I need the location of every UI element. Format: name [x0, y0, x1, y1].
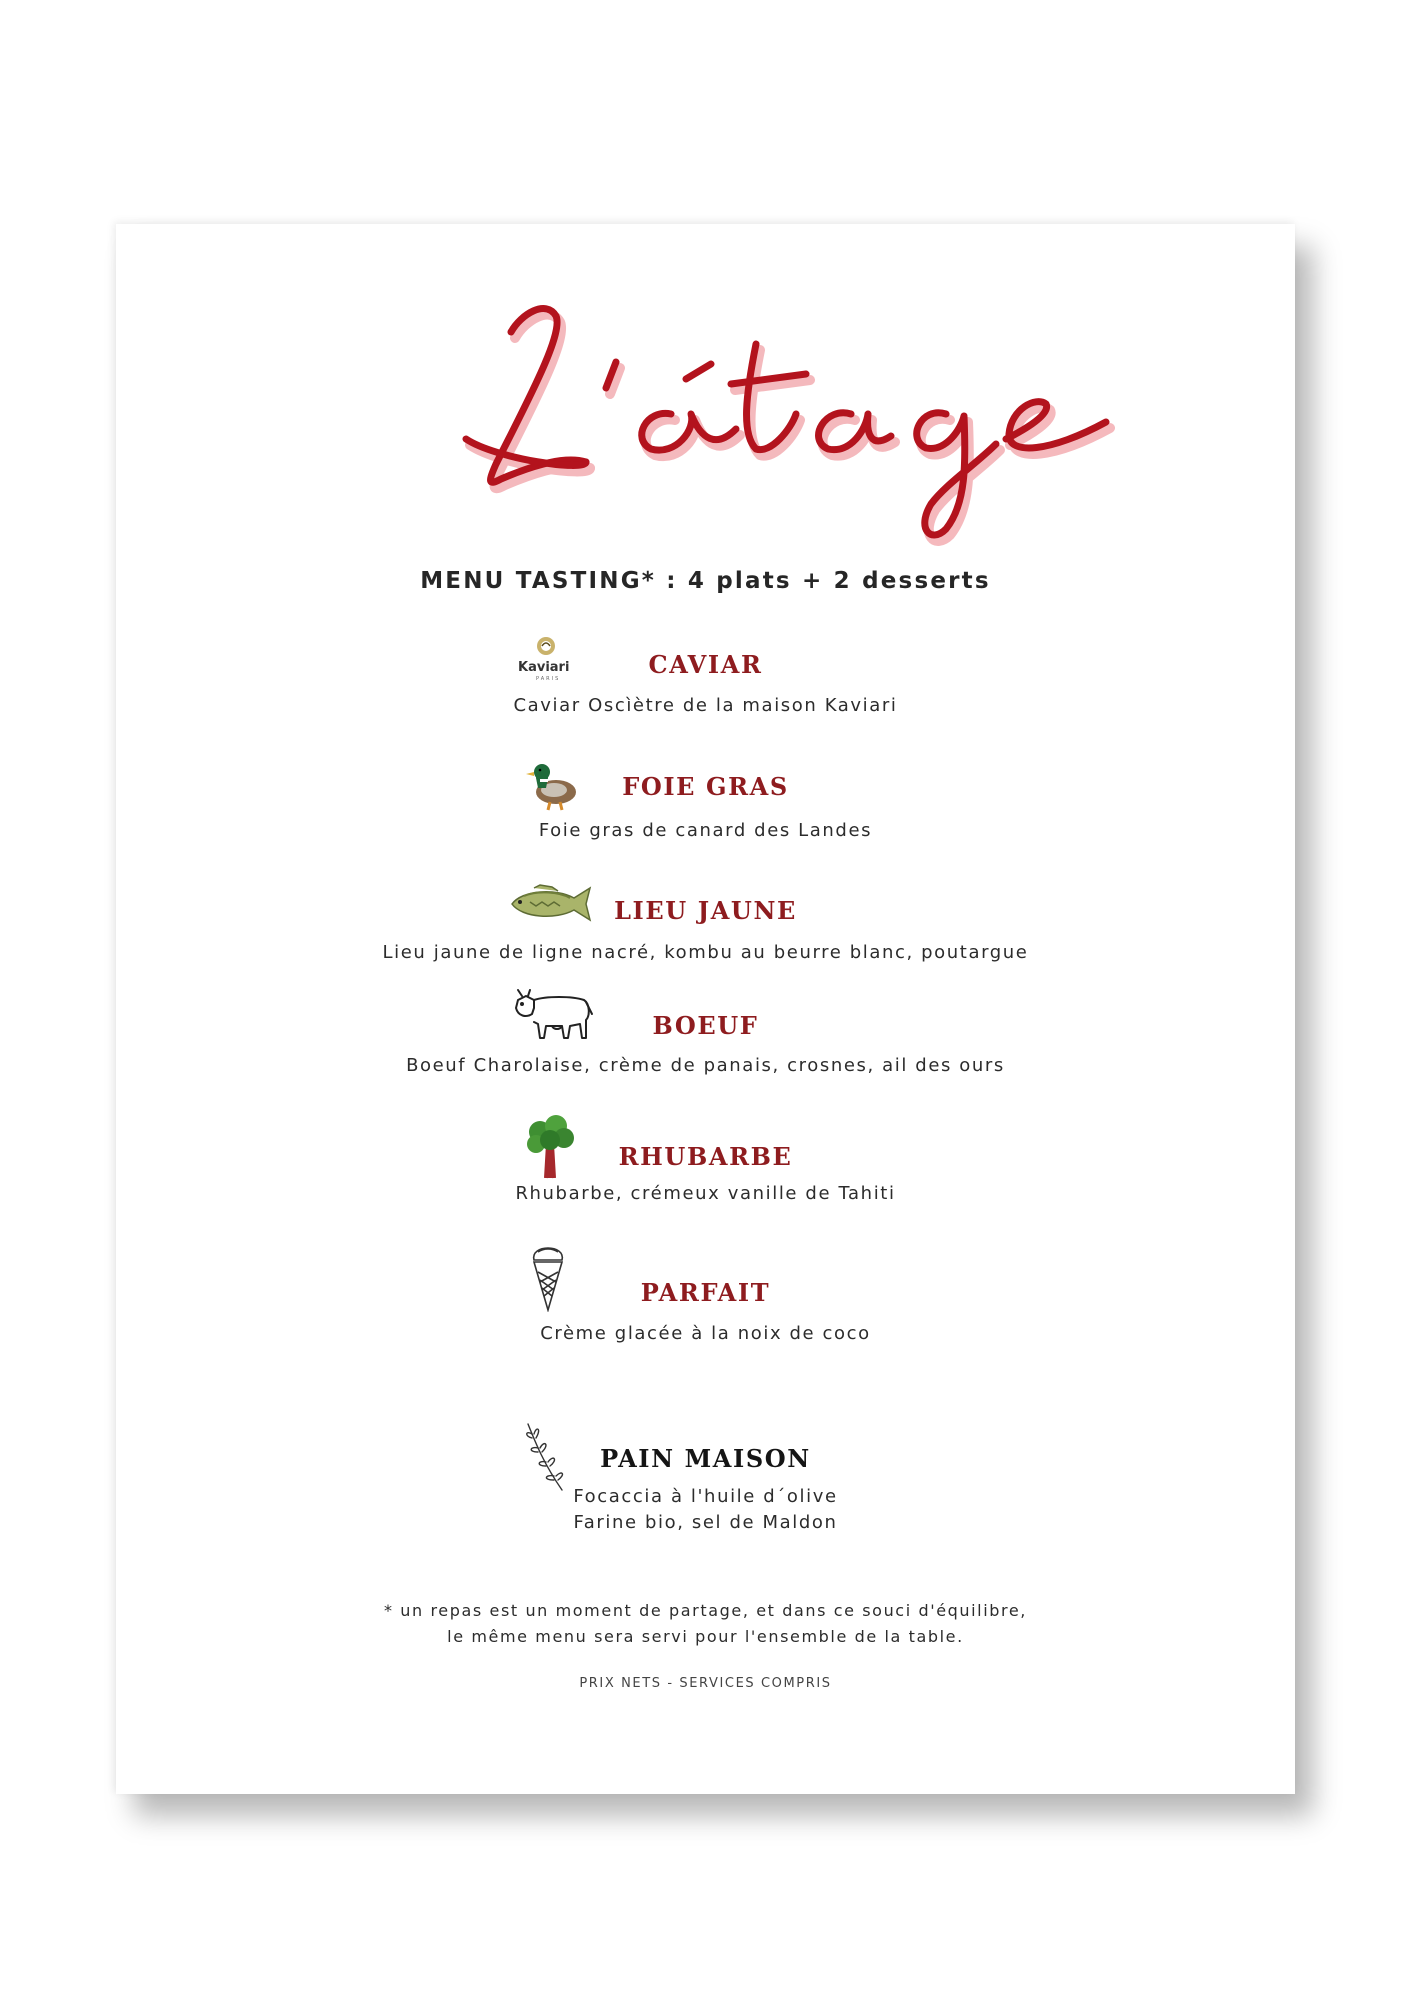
kaviari-logo-text: Kaviari: [518, 660, 570, 675]
brand-logo: [116, 224, 1295, 554]
bread-desc-line1: Focaccia à l'huile d´olive: [573, 1486, 838, 1507]
dish-title-rhubarbe: RHUBARBE: [618, 1142, 793, 1171]
bread-title: PAIN MAISON: [600, 1444, 811, 1473]
prices-note: PRIX NETS - SERVICES COMPRIS: [579, 1676, 832, 1691]
dish-desc-lieu-jaune: Lieu jaune de ligne nacré, kombu au beurre blanc, poutargue: [382, 942, 1029, 963]
kaviari-logo-sub: PARIS: [536, 676, 561, 682]
dish-desc-boeuf: Boeuf Charolaise, crème de panais, crosnes, ail des ours: [406, 1055, 1005, 1076]
dish-desc-rhubarbe: Rhubarbe, crémeux vanille de Tahiti: [515, 1183, 896, 1204]
dish-title-foie-gras: FOIE GRAS: [622, 772, 789, 801]
menu-card: [116, 224, 1295, 1794]
menu-subtitle: MENU TASTING* : 4 plats + 2 desserts: [420, 568, 991, 594]
dish-title-caviar: CAVIAR: [648, 650, 763, 679]
footnote-line2: le même menu sera servi pour l'ensemble de la table.: [447, 1627, 964, 1646]
footnote-line1: * un repas est un moment de partage, et dans ce souci d'équilibre,: [384, 1601, 1027, 1620]
dish-desc-foie-gras: Foie gras de canard des Landes: [538, 820, 873, 841]
bread-desc-line2: Farine bio, sel de Maldon: [573, 1512, 838, 1533]
dish-desc-parfait: Crème glacée à la noix de coco: [540, 1323, 871, 1344]
dish-title-parfait: PARFAIT: [640, 1278, 771, 1307]
dish-desc-caviar: Caviar Oscìètre de la maison Kaviari: [513, 695, 898, 716]
dish-title-lieu-jaune: LIEU JAUNE: [614, 896, 797, 925]
dish-title-boeuf: BOEUF: [652, 1011, 759, 1040]
